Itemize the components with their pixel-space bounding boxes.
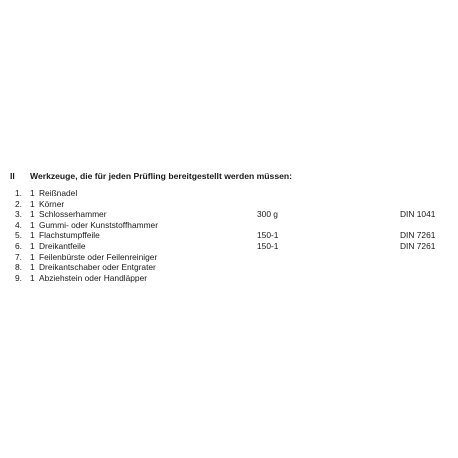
item-number: 4.	[15, 219, 22, 230]
item-quantity: 1	[30, 188, 35, 198]
item-name: Reißnadel	[39, 188, 78, 198]
item-number: 7.	[15, 251, 22, 262]
section-title: Werkzeuge, die für jeden Prüfling bereitgestellt werden müssen:	[30, 171, 293, 181]
item-name: Dreikantfeile	[39, 240, 86, 251]
list-item	[0, 209, 458, 220]
item-name: Schlosserhammer	[39, 209, 107, 220]
item-spec: 150-1	[257, 240, 279, 251]
item-name: Dreikantschaber oder Entgrater	[39, 262, 156, 273]
item-number: 3.	[15, 209, 22, 220]
item-quantity: 1	[30, 262, 35, 273]
tool-list	[0, 188, 458, 283]
list-item	[0, 230, 458, 241]
item-quantity: 1	[30, 272, 35, 283]
list-item	[0, 273, 458, 284]
list-item	[0, 262, 458, 273]
item-quantity: 1	[30, 230, 35, 241]
item-norm: DIN 1041	[400, 209, 436, 220]
item-name: Körner	[39, 198, 65, 209]
item-number: 8.	[15, 262, 22, 273]
list-item	[0, 199, 458, 210]
item-number: 1.	[15, 188, 22, 198]
item-norm: DIN 7261	[400, 230, 436, 241]
item-quantity: 1	[30, 209, 35, 220]
item-quantity: 1	[30, 251, 35, 262]
item-name: Abziehstein oder Handläpper	[39, 272, 148, 283]
tool-list-section	[0, 168, 458, 283]
item-number: 9.	[15, 272, 22, 283]
item-spec: 300 g	[257, 209, 278, 220]
item-name: Feilenbürste oder Feilenreiniger	[39, 251, 158, 262]
item-number: 6.	[15, 240, 22, 251]
item-number: 2.	[15, 198, 22, 209]
item-quantity: 1	[30, 198, 35, 209]
item-quantity: 1	[30, 219, 35, 230]
item-spec: 150-1	[257, 230, 279, 241]
section-header	[0, 168, 458, 184]
item-name: Flachstumpffeile	[39, 230, 100, 241]
section-number: II	[10, 171, 15, 181]
list-item	[0, 252, 458, 263]
item-number: 5.	[15, 230, 22, 241]
list-item	[0, 188, 458, 199]
item-name: Gummi- oder Kunststoffhammer	[39, 219, 158, 230]
item-norm: DIN 7261	[400, 240, 436, 251]
list-item	[0, 241, 458, 252]
list-item	[0, 220, 458, 231]
item-quantity: 1	[30, 240, 35, 251]
